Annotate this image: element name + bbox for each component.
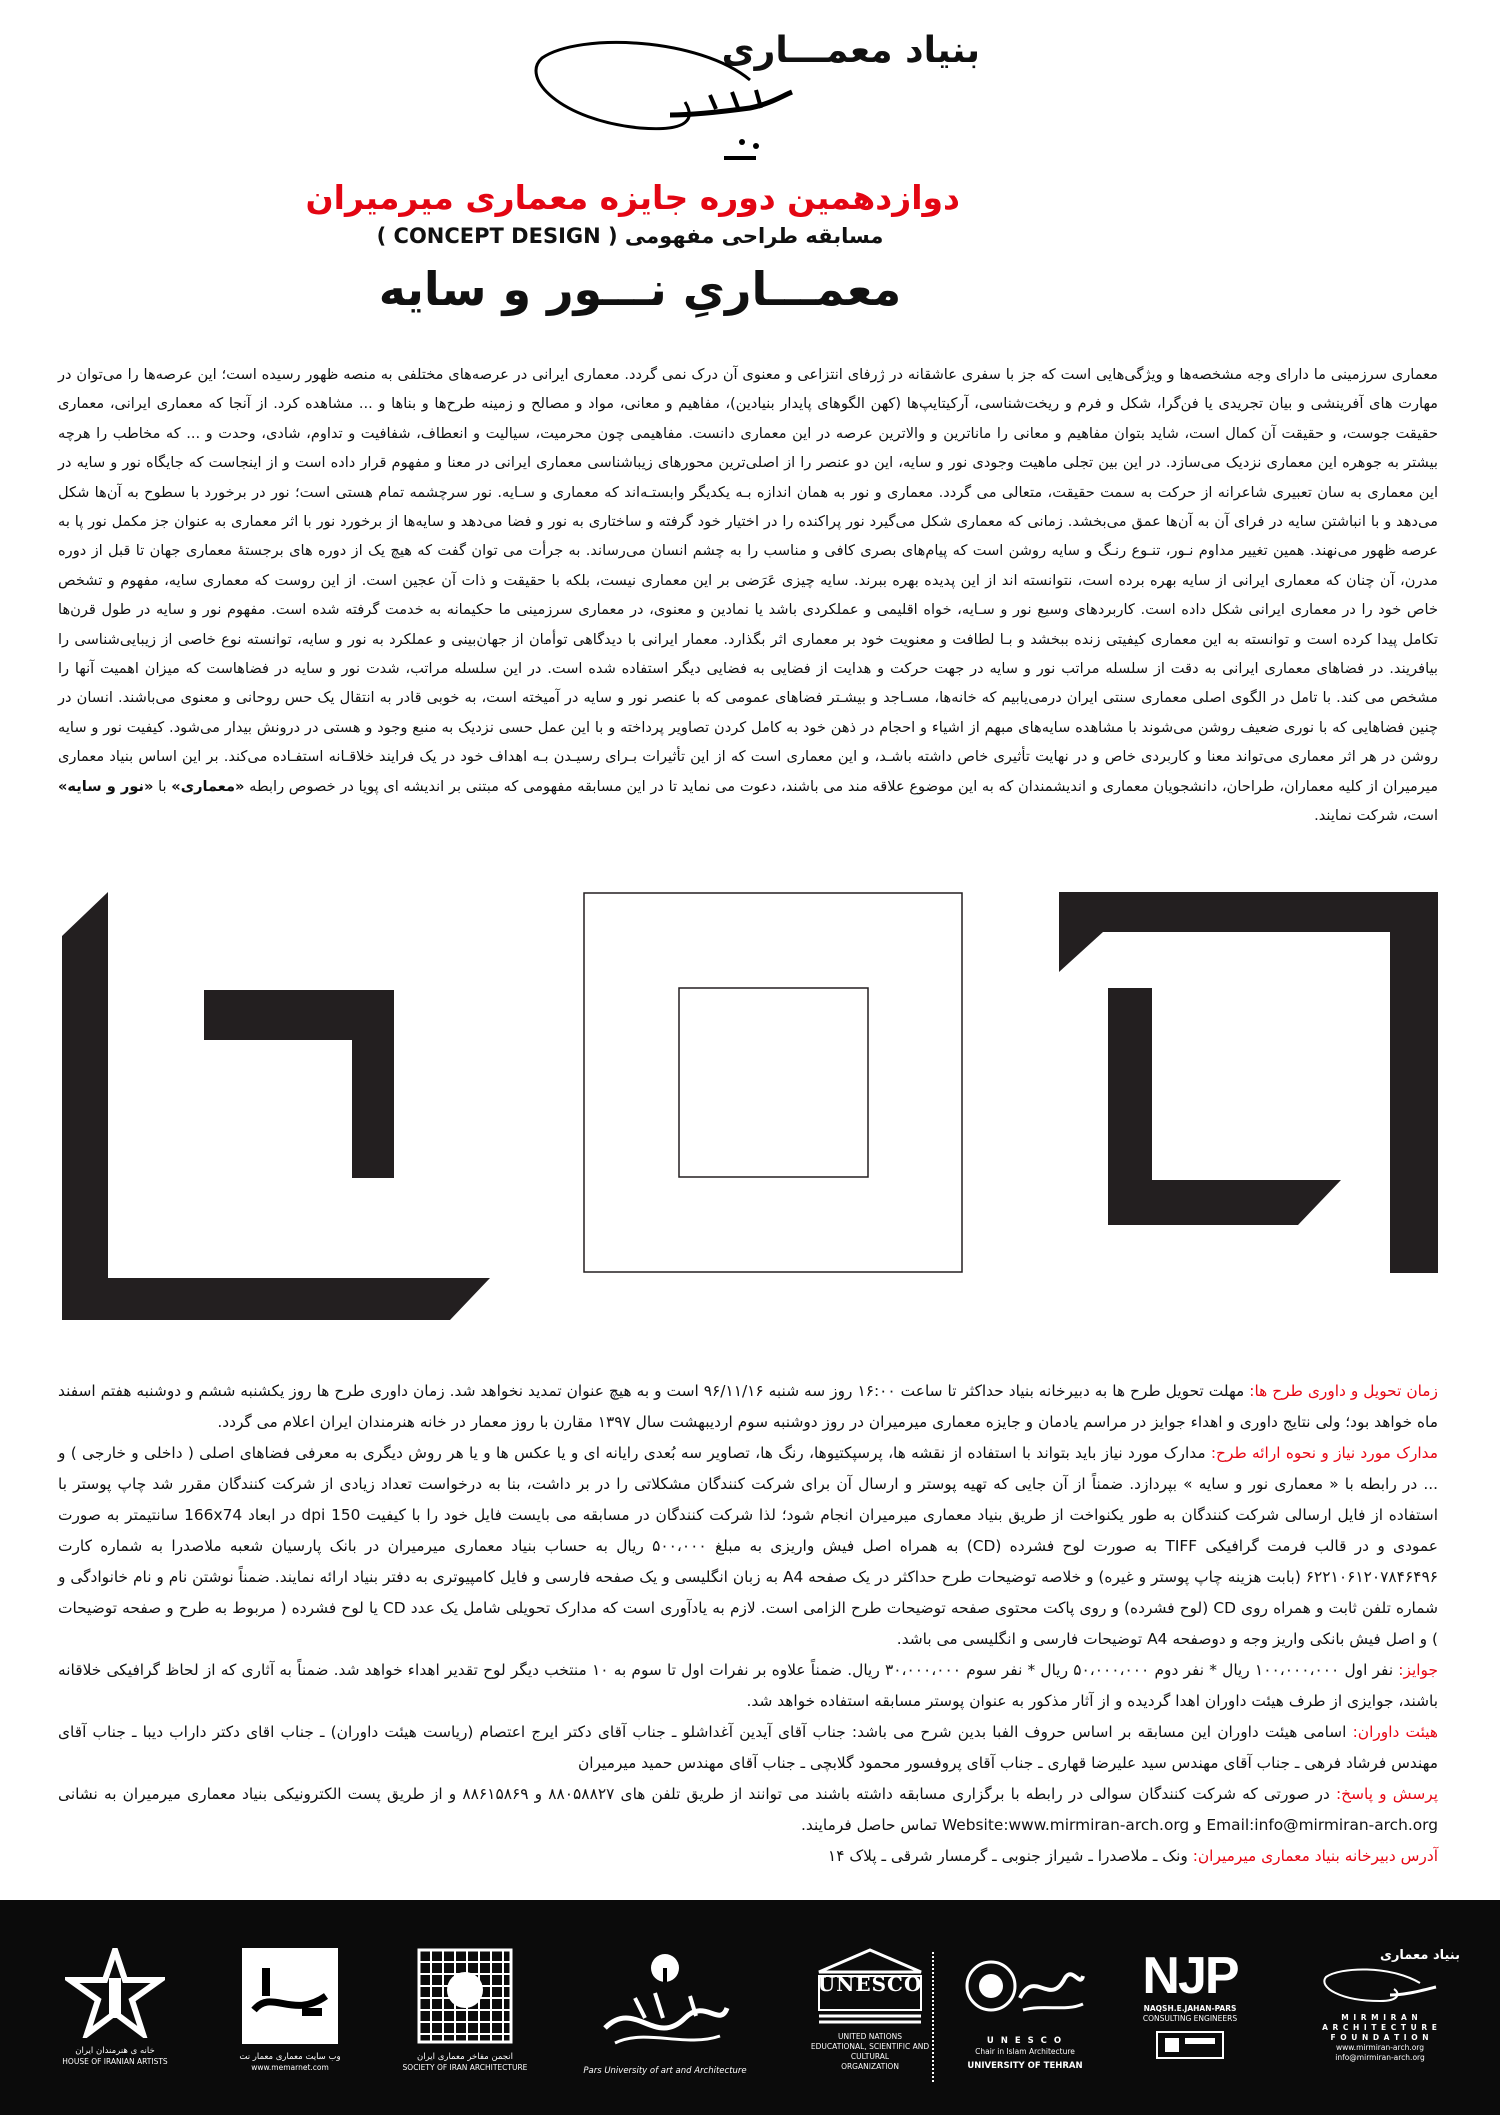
house-of-artists-en: HOUSE OF IRANIAN ARTISTS <box>62 2057 168 2066</box>
address-text: ونک ـ ملاصدرا ـ شیراز جنوبی ـ گرمسار شرقی ـ پلاک ۱۴ <box>827 1847 1193 1865</box>
society-logo <box>390 1948 540 2088</box>
tehran-unesco-chair-logo <box>950 1948 1100 2088</box>
unesco-line2: EDUCATIONAL, SCIENTIFIC AND CULTURAL <box>810 2042 930 2061</box>
unesco-line1: UNITED NATIONS <box>837 2032 903 2041</box>
prizes-text: نفر اول ۱۰۰،۰۰۰،۰۰۰ ریال * نفر دوم ۵۰،۰۰۰،۰۰۰ ریال * نفر سوم ۳۰،۰۰۰،۰۰۰ ریال. ضمناً علاوه بر نفرات اول تا سوم به ۱۰ منتخب دیگر لوح تقدیر اهداء خواهد شد. ضمناً به آثاری که از لحاظ گرافیکی خلاقانه باشند، جوایزی از طرف هیئت داوران اهدا گردیده و از آثار مذکور به عنوان پوستر مسابقه استفاده خواهد شد. <box>58 1661 1438 1710</box>
address-section <box>58 1841 1438 1872</box>
house-of-artists-fa: خانه ی هنرمندان ایران <box>75 2046 155 2056</box>
tehran-unesco-word: U N E S C O <box>986 2036 1064 2046</box>
jury-text: اسامی هیئت داوران این مسابقه بر اساس حروف الفبا بدین شرح می باشد: جناب آقای آیدین آغداشلو ـ جناب آقای دکتر ایرج اعتصام (ریاست هیئت داوران) ـ جناب اقای دکتر داراب دیبا ـ جناب آقای مهندس فرشاد فرهی ـ جناب آقای مهندس سید علیرضا قهاری ـ جناب آقای پروفسور محمود گلابچی ـ جناب آقای مهندس حمید میرمیران <box>58 1723 1438 1772</box>
intro-joiner: با <box>153 777 172 795</box>
right-inner-shape <box>1108 988 1341 1225</box>
njp-line1: NAQSH.E.JAHAN-PARS <box>1143 2004 1237 2013</box>
prizes-label: جوایز: <box>1398 1661 1438 1679</box>
left-inner-shape <box>204 990 394 1178</box>
qa-text: در صورتی که شرکت کنندگان سوالی در رابطه با برگزاری مسابقه داشته باشند می توانند از طریق تلفن های ۸۸۰۵۸۸۲۷ و ۸۸۶۱۵۸۶۹ و از طریق پست الکترونیکی بنیاد معماری میرمیران به نشانی Email:info@mirmiran-arch.org و Website:www.mirmiran-arch.org تماس حاصل فرمایند. <box>58 1785 1438 1834</box>
theme-title: معمـــاریِ نـــور و سایه <box>378 262 902 316</box>
mirmiran-website: www.mirmiran-arch.org <box>1335 2043 1425 2052</box>
sponsor-footer <box>0 1900 1500 2115</box>
mirmiran-foundation-logo <box>1300 1948 1460 2088</box>
mirmiran-email: info@mirmiran-arch.org <box>1335 2053 1425 2062</box>
intro-end: است، شرکت نمایند. <box>1314 807 1438 825</box>
pars-calligraphy-icon <box>595 1948 735 2058</box>
memarnet-fa: وب سایت معماری معمار نت <box>239 2052 341 2062</box>
njp-building-icon <box>1155 2030 1225 2060</box>
tehran-line2: UNIVERSITY OF TEHRAN <box>967 2061 1083 2071</box>
jury-label: هیئت داوران: <box>1352 1723 1438 1741</box>
deadline-text: مهلت تحویل طرح ها به دبیرخانه بنیاد حداکثر تا ساعت ۱۶:۰۰ روز سه شنبه ۹۶/۱۱/۱۶ است و به هیچ عنوان تمدید نخواهد شد. زمان داوری طرح ها روز یکشنبه ششم و دوشنبه هفتم اسفند ماه خواهد بود؛ ولی نتایج داوری و اهداء جوایز در مراسم یادمان و جایزه معماری میرمیران در روز دوشنبه سوم اردیبهشت سال ۱۳۹۷ مقارن با روز معمار در خانه هنرمندان ایران اعلام می گردد. <box>58 1382 1438 1431</box>
star-emblem-icon <box>65 1948 165 2038</box>
memarnet-en: www.memarnet.com <box>251 2063 329 2072</box>
qa-label: پرسش و پاسخ: <box>1336 1785 1438 1803</box>
qa-section <box>58 1779 1438 1841</box>
pars-university-logo <box>580 1948 750 2088</box>
deadline-label: زمان تحویل و داوری طرح ها: <box>1249 1382 1438 1400</box>
grid-emblem-icon <box>417 1948 513 2044</box>
njp-word: NJP <box>1142 1947 1238 2005</box>
competition-details <box>58 1376 1438 1872</box>
intro-bold-architecture: «معماری» <box>171 777 245 795</box>
documents-text: مدارک مورد نیاز باید بتواند با استفاده از نقشه ها، پرسپکتیوها، رنگ ها، تصاویر سه بُعدی رایانه ای و یا عکس ها و یا هر روش دیگری به معرفی فضاهای اصلی ( داخلی و خارجی ) و ... در رابطه با « معماری نور و سایه » بپردازد. ضمناً از آن جایی که تهیه پوستر و ارسال آن برای شرکت کنندگان مشکلاتی را در بر داشت، بنا به درخواست تعداد زیادی از شرکت کنندگان مقرر شد چاپ پوستر با استفاده از فایل ارسالی شرکت کنندگان به طور یکنواخت از طریق بنیاد معماری میرمیران انجام شود؛ لذا شرکت کنندگان در مسابقه می بایست فایل خود را با کیفیت 150 dpi در ابعاد 166x74 سانتیمتر به صورت عمودی و در قالب فرمت گرافیکی TIFF به صورت لوح فشرده (CD) به همراه اصل فیش واریزی به مبلغ ۵۰۰،۰۰۰ ریال به حساب بنیاد معماری میرمیران در بانک پارسیان شعبه ملاصدرا به شماره کارت ۶۲۲۱۰۶۱۲۰۷۸۴۶۴۹۶ (بابت هزینه چاپ پوستر و غیره) و خلاصه توضیحات طرح حداکثر در یک صفحه A4 به زبان انگلیسی و یک صفحه فارسی و فایل کامپیوتری به دفتر بنیاد ارائه نمایند. ضمناً نوشتن نام و نام خانوادگی و شماره تلفن ثابت و همراه روی CD (لوح فشرده) و روی پاکت محتوی صفحه توضیحات طرح الزامی است. لازم به یادآوری است که مدارک تحویلی شامل یک عدد CD یا لوح فشرده ( مربوط به طرح و صفحه توضیحات ) و اصل فیش بانکی واریز وجه و دوصفحه A4 توضیحات فارسی و انگلیسی می باشد. <box>58 1444 1439 1648</box>
competition-subtitle: مسابقه طراحی مفهومی ( CONCEPT DESIGN ) <box>376 224 884 248</box>
jury-section <box>58 1717 1438 1779</box>
unesco-logo <box>800 1948 940 2088</box>
house-of-artists-logo <box>40 1948 190 2088</box>
documents-label: مدارک مورد نیاز و نحوه ارائه طرح: <box>1210 1444 1438 1462</box>
mirmiran-line3: F O U N D A T I O N <box>1330 2033 1430 2042</box>
memarnet-mark-icon <box>242 1948 338 2044</box>
unesco-line3: ORGANIZATION <box>841 2062 899 2071</box>
intro-paragraph <box>58 360 1438 831</box>
pars-en: Pars University of art and Architecture <box>583 2066 747 2076</box>
intro-bold-light-shadow: «نور و سایه» <box>58 777 154 795</box>
prizes-section <box>58 1655 1438 1717</box>
njp-logo <box>1130 1948 1250 2088</box>
njp-line2: CONSULTING ENGINEERS <box>1142 2014 1238 2023</box>
mirmiran-line1: M I R M I R A N <box>1341 2013 1419 2022</box>
unesco-word: UNESCO <box>817 1972 923 1996</box>
intro-text: معماری سرزمینی ما دارای وجه مشخصه‌ها و ویژگی‌هایی است که جز با سفری عاشقانه در ژرفای انتزاعی و معنوی آن درک نمی گردد. معماری ایرانی در عرصه‌های مختلفی به منصه ظهور رسیده است؛ این عرصه‌ها را می‌توان در مهارت های آفرینشی و بیان تجریدی یا فن‌گرا، شکل و فرم و ریخت‌شناسی، آرکیتایپ‌ها (کهن الگوهای پایدار بنیادین)، مفاهیم و معانی، مواد و مصالح و زمینه طرح‌ها و بناها و ... مشاهده کرد. از آنجا که معماری ایرانی، معماری حقیقت جوست، و حقیقت آن کمال است، شاید بتوان مفاهیم و معانی را ماناترین و والاترین عرصه در این معماری دانست. مفاهیمی چون محرمیت، سیالیت و انعطاف، شفافیت و تداوم، شادی، وحدت و ... که مخاطب را هرچه بیشتر به جوهره این معماری نزدیک می‌سازد. در این بین تجلی ماهیت وجودی نور و سایه، این دو عنصر را از اصلی‌ترین محورهای زیباشناسی معماری ایرانی در معنا و مفهوم قرار داده است و از اینجاست که جایگاه نور و سایه در این معماری به سان تعبیری شاعرانه از حرکت به سمت حقیقت، متعالی می گردد. معماری و نور به همان اندازه بـه یکدیگر وابستـه‌اند که معماری و سـایه. نور سرچشمه تمام هستی است؛ نور در برخورد با سطوح به آن‌ها شکل می‌دهد و با انباشتن سایه در فرای آن به آن‌ها عمق می‌بخشد. زمانی که معماری شکل می‌گیرد نور پراکنده را در اختیار خود گرفته و ساختاری به نور و فضا می‌دهد و سایه‌ها از برخورد نور با اثر معماری به عنوان جز مکمل نور پا به عرصه ظهور می‌نهند. همین تغییر مداوم نـور، تنـوع رنـگ و سایه روشن است که پیام‌های بصری کافی و مناسب را به چشم انسان می‌رساند. به جرأت می توان گفت که هیچ یک از دوره های برجستهٔ معماری جهان تا قبل از دوره مدرن، آن چنان که معماری ایرانی از سایه بهره برده است، نتوانسته اند از این پدیده بهره ببرند. سایه چیزی عَرَضی بر این معماری نیست، بلکه با حقیقت و ذات آن عجین است. از این روست که معماری سایه، مفهوم و تشخص خاص خود را در معماری ایرانی شکل داده است. کاربردهای وسیع نور و سـایه، خواه اقلیمی و عملکردی باشد یا نمادین و معنوی، در معماری سرزمینی ما حکیمانه به خدمت گرفته شده است. مفهوم نور و سایه در طول قرن‌ها تکامل پیدا کرده است و توانسته به این معماری کیفیتی زنده ببخشد و بـا لطافت و معنویت خود بر معماری اثر بگذارد. معمار ایرانی با دیدگاهی توأمان از جهان‌بینی و عملکرد به نور و سایه، توانسته نوع خاصی از زیبایی‌شناسی را بیافریند. در فضاهای معماری ایرانی به دقت از سلسله مراتب نور و سایه در جهت حرکت و هدایت از فضایی به فضایی دیگر استفاده شده است. در این سلسله مراتب، شدت نور و سایه در فضاهاست که میزان اهمیت آنها را مشخص می کند. با تامل در الگوی اصلی معماری سنتی ایران درمی‌یابیم که خانه‌ها، مسـاجد و بیشـتر فضاهای عمومی که با عنصر نور و سایه در آمیخته است، به خوبی قادر به انتقال یک حس روحانی و معنوی می‌باشند. انسان در چنین فضاهایی که با نوری ضعیف روشن می‌شوند با مشاهده سایه‌های مبهم از اشیاء و احجام در ذهن خود به کامل کردن تصاویر پرداخته و با این عمل حسی نزدیک به منبع وجود و هستی در درونش بیدار می‌شود. کیفیت نور و سایه روشن در هر اثر معماری می‌تواند معنا و کاربردی خاص و در نهایت تأثیری خاص داشته باشـد، و این معماری است که از این تأثیرات بـرای رسیـدن بـه اهداف خود در یک فرایند خلاقـانه استفـاده می‌کند. بر این اساس بنیاد معماری میرمیران از کلیه معماران، طراحان، دانشجویان معماری و اندیشمندان که به این موضوع علاقه مند می باشند، دعوت می نماید تا در این مسابقه مفهومی که مبتنی بر اندیشه ای پویا در خصوص رابطه <box>58 366 1439 795</box>
tehran-seal-icon <box>965 1948 1085 2028</box>
society-en: SOCIETY OF IRAN ARCHITECTURE <box>402 2063 528 2072</box>
light-shadow-graphic <box>0 880 1500 1340</box>
mirmiran-signature-icon <box>1320 1963 1440 2009</box>
mirmiran-line2: A R C H I T E C T U R E <box>1322 2023 1438 2032</box>
address-label: آدرس دبیرخانه بنیاد معماری میرمیران: <box>1192 1847 1438 1865</box>
mirmiran-signature-logo <box>520 20 820 170</box>
left-shadow-shape <box>62 892 490 1320</box>
center-inner-square <box>679 988 868 1177</box>
footer-divider <box>932 1952 934 2082</box>
poster-header <box>0 0 1500 360</box>
documents-section <box>58 1438 1438 1655</box>
deadline-section <box>58 1376 1438 1438</box>
society-fa: انجمن مفاخر معماری ایران <box>416 2052 514 2062</box>
mirmiran-fa: بنیاد معماری <box>1380 1948 1460 1963</box>
center-outer-square <box>584 893 962 1272</box>
competition-title: دوازدهمین دوره جایزه معماری میرمیران <box>305 178 960 217</box>
foundation-name: بنیاد معمـــاری <box>721 30 980 71</box>
tehran-line1: Chair in Islam Architecture <box>975 2047 1075 2056</box>
memarnet-logo <box>220 1948 360 2088</box>
